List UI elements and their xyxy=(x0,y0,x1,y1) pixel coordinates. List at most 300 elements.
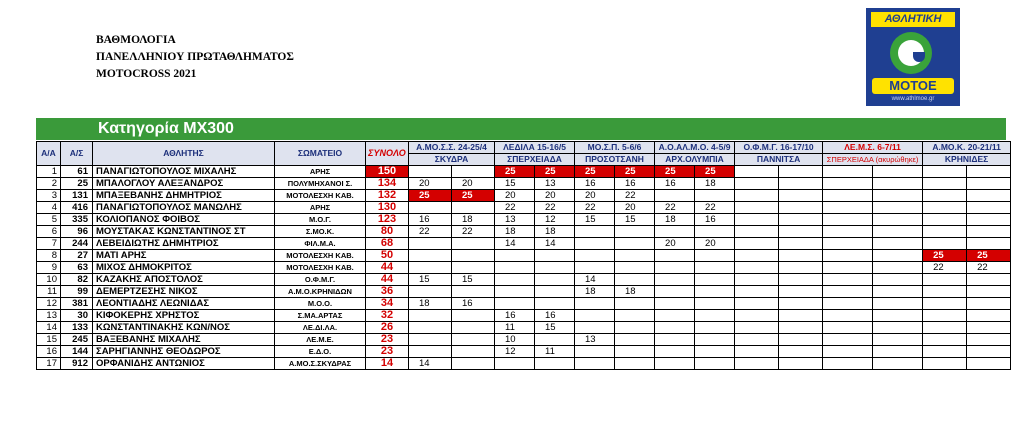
event-header: Α.ΜΟ.Κ. 20-21/11 xyxy=(923,142,1011,154)
table-row xyxy=(37,202,1011,214)
race-points-cell xyxy=(779,250,823,262)
row-total-points: 32 xyxy=(366,310,409,322)
race-points-cell xyxy=(779,334,823,346)
race-points-cell: 15 xyxy=(615,214,655,226)
row-athlete-name: ΚΟΛΙΟΠΑΝΟΣ ΦΟΙΒΟΣ xyxy=(93,214,275,226)
row-athlete-name: ΔΕΜΕΡΤΖΕΣΗΣ ΝΙΚΟΣ xyxy=(93,286,275,298)
row-club: ΛΕ.Μ.Ε. xyxy=(275,334,366,346)
race-points-cell xyxy=(695,322,735,334)
race-points-cell xyxy=(823,346,873,358)
race-points-cell: 18 xyxy=(695,178,735,190)
race-points-cell xyxy=(823,202,873,214)
logo-emblem-icon xyxy=(890,32,932,74)
race-points-cell xyxy=(615,226,655,238)
row-race-number: 99 xyxy=(61,286,93,298)
race-points-cell xyxy=(923,346,967,358)
race-points-cell xyxy=(735,346,779,358)
race-points-cell: 20 xyxy=(495,190,535,202)
race-points-cell xyxy=(495,298,535,310)
race-points-cell xyxy=(655,334,695,346)
federation-logo xyxy=(866,8,960,106)
race-points-cell xyxy=(409,202,452,214)
race-points-cell xyxy=(735,250,779,262)
event-venue: ΣΚΥΔΡΑ xyxy=(409,154,495,166)
race-points-cell xyxy=(779,202,823,214)
race-points-cell xyxy=(695,286,735,298)
row-club: Ε.Δ.Ο. xyxy=(275,346,366,358)
race-points-cell xyxy=(779,298,823,310)
row-race-number: 416 xyxy=(61,202,93,214)
race-points-cell: 22 xyxy=(615,190,655,202)
row-total-points: 134 xyxy=(366,178,409,190)
race-points-cell: 15 xyxy=(452,274,495,286)
race-points-cell xyxy=(779,346,823,358)
race-points-cell xyxy=(923,238,967,250)
race-points-cell xyxy=(967,178,1011,190)
race-points-cell xyxy=(575,358,615,370)
standings-table xyxy=(36,141,1011,370)
row-club: ΑΡΗΣ xyxy=(275,202,366,214)
race-points-cell xyxy=(823,334,873,346)
race-points-cell: 22 xyxy=(967,262,1011,274)
race-points-cell xyxy=(575,226,615,238)
row-athlete-name: ΣΑΡΗΓΙΑΝΝΗΣ ΘΕΟΔΩΡΟΣ xyxy=(93,346,275,358)
race-points-cell: 18 xyxy=(575,286,615,298)
race-points-cell: 14 xyxy=(575,274,615,286)
row-athlete-name: ΛΕΟΝΤΙΑΔΗΣ ΛΕΩΝΙΔΑΣ xyxy=(93,298,275,310)
race-points-cell xyxy=(923,178,967,190)
race-points-cell: 16 xyxy=(615,178,655,190)
race-points-cell xyxy=(823,310,873,322)
row-position: 4 xyxy=(37,202,61,214)
race-points-cell: 20 xyxy=(655,238,695,250)
row-race-number: 82 xyxy=(61,274,93,286)
race-points-cell xyxy=(735,166,779,178)
race-points-cell xyxy=(967,358,1011,370)
race-points-cell xyxy=(615,274,655,286)
race-points-cell xyxy=(779,358,823,370)
race-points-cell: 16 xyxy=(452,298,495,310)
race-points-cell xyxy=(495,250,535,262)
table-row xyxy=(37,358,1011,370)
race-points-cell xyxy=(409,250,452,262)
race-points-cell: 22 xyxy=(575,202,615,214)
event-header: ΜΟ.Σ.Π. 5-6/6 xyxy=(575,142,655,154)
row-club: ΑΡΗΣ xyxy=(275,166,366,178)
race-points-cell xyxy=(967,334,1011,346)
race-points-cell xyxy=(695,310,735,322)
table-row xyxy=(37,238,1011,250)
table-row xyxy=(37,298,1011,310)
row-race-number: 245 xyxy=(61,334,93,346)
race-points-cell xyxy=(615,262,655,274)
race-points-cell: 22 xyxy=(923,262,967,274)
race-points-cell: 25 xyxy=(615,166,655,178)
race-points-cell xyxy=(409,322,452,334)
race-points-cell xyxy=(735,202,779,214)
table-row xyxy=(37,178,1011,190)
row-club: ΜΟΤΟΛΕΣΧΗ ΚΑΒ. xyxy=(275,250,366,262)
race-points-cell xyxy=(655,286,695,298)
race-points-cell xyxy=(823,298,873,310)
row-race-number: 63 xyxy=(61,262,93,274)
row-position: 16 xyxy=(37,346,61,358)
row-race-number: 381 xyxy=(61,298,93,310)
race-points-cell xyxy=(452,166,495,178)
race-points-cell: 14 xyxy=(495,238,535,250)
row-race-number: 25 xyxy=(61,178,93,190)
row-club: Σ.ΜΟ.Κ. xyxy=(275,226,366,238)
race-points-cell xyxy=(873,286,923,298)
row-race-number: 61 xyxy=(61,166,93,178)
row-athlete-name: ΜΑΤΙ ΑΡΗΣ xyxy=(93,250,275,262)
race-points-cell xyxy=(735,298,779,310)
race-points-cell: 22 xyxy=(655,202,695,214)
row-total-points: 34 xyxy=(366,298,409,310)
race-points-cell: 16 xyxy=(575,178,615,190)
title-line-2: ΠΑΝΕΛΛΗΝΙΟΥ ΠΡΩΤΑΘΛΗΜΑΤΟΣ xyxy=(96,51,294,63)
table-row xyxy=(37,226,1011,238)
race-points-cell: 15 xyxy=(535,322,575,334)
row-position: 15 xyxy=(37,334,61,346)
race-points-cell: 22 xyxy=(495,202,535,214)
race-points-cell: 18 xyxy=(615,286,655,298)
title-line-3: MOTOCROSS 2021 xyxy=(96,68,197,80)
race-points-cell xyxy=(779,286,823,298)
race-points-cell xyxy=(452,202,495,214)
table-row xyxy=(37,334,1011,346)
race-points-cell: 18 xyxy=(655,214,695,226)
race-points-cell xyxy=(779,226,823,238)
race-points-cell xyxy=(923,322,967,334)
row-position: 2 xyxy=(37,178,61,190)
race-points-cell: 14 xyxy=(409,358,452,370)
race-points-cell xyxy=(823,214,873,226)
race-points-cell: 13 xyxy=(575,334,615,346)
race-points-cell xyxy=(535,274,575,286)
race-points-cell: 12 xyxy=(495,346,535,358)
race-points-cell xyxy=(873,202,923,214)
race-points-cell xyxy=(409,286,452,298)
row-total-points: 23 xyxy=(366,334,409,346)
race-points-cell xyxy=(779,214,823,226)
race-points-cell: 10 xyxy=(495,334,535,346)
row-position: 3 xyxy=(37,190,61,202)
table-row xyxy=(37,310,1011,322)
event-venue-cancelled: ΣΠΕΡΧΕΙΑΔΑ (ακυρώθηκε) xyxy=(823,154,923,166)
race-points-cell xyxy=(495,358,535,370)
row-total-points: 23 xyxy=(366,346,409,358)
race-points-cell xyxy=(409,334,452,346)
race-points-cell: 16 xyxy=(695,214,735,226)
race-points-cell xyxy=(923,214,967,226)
race-points-cell xyxy=(873,166,923,178)
race-points-cell xyxy=(575,238,615,250)
race-points-cell xyxy=(873,190,923,202)
race-points-cell xyxy=(535,262,575,274)
race-points-cell xyxy=(409,166,452,178)
row-position: 6 xyxy=(37,226,61,238)
row-race-number: 131 xyxy=(61,190,93,202)
race-points-cell xyxy=(615,250,655,262)
row-position: 9 xyxy=(37,262,61,274)
race-points-cell xyxy=(655,190,695,202)
race-points-cell xyxy=(575,298,615,310)
race-points-cell xyxy=(695,226,735,238)
header-total: ΣΥΝΟΛΟ xyxy=(366,142,409,166)
race-points-cell xyxy=(695,262,735,274)
race-points-cell xyxy=(655,262,695,274)
race-points-cell xyxy=(452,358,495,370)
row-club: ΠΟΛΥΜΗΧΑΝΟΙ Σ. xyxy=(275,178,366,190)
row-race-number: 244 xyxy=(61,238,93,250)
row-athlete-name: ΚΩΝΣΤΑΝΤΙΝΑΚΗΣ ΚΩΝ/ΝΟΣ xyxy=(93,322,275,334)
race-points-cell: 15 xyxy=(409,274,452,286)
row-race-number: 144 xyxy=(61,346,93,358)
race-points-cell xyxy=(779,262,823,274)
row-total-points: 68 xyxy=(366,238,409,250)
race-points-cell: 25 xyxy=(409,190,452,202)
table-row xyxy=(37,322,1011,334)
race-points-cell xyxy=(495,286,535,298)
event-header: ΛΕΔΙΛΑ 15-16/5 xyxy=(495,142,575,154)
race-points-cell xyxy=(967,214,1011,226)
race-points-cell: 14 xyxy=(535,238,575,250)
race-points-cell: 18 xyxy=(495,226,535,238)
logo-top-text: ΑΘΛΗΤΙΚΗ xyxy=(871,12,955,27)
row-total-points: 50 xyxy=(366,250,409,262)
race-points-cell xyxy=(452,322,495,334)
race-points-cell xyxy=(575,310,615,322)
row-club: Ο.Φ.Μ.Γ. xyxy=(275,274,366,286)
race-points-cell: 25 xyxy=(967,250,1011,262)
race-points-cell xyxy=(823,226,873,238)
race-points-cell: 16 xyxy=(409,214,452,226)
logo-url: www.athlmoe.gr xyxy=(891,96,935,102)
race-points-cell xyxy=(873,358,923,370)
row-total-points: 150 xyxy=(366,166,409,178)
race-points-cell: 13 xyxy=(495,214,535,226)
race-points-cell: 20 xyxy=(452,178,495,190)
race-points-cell: 13 xyxy=(535,178,575,190)
race-points-cell xyxy=(779,322,823,334)
row-athlete-name: ΚΙΦΟΚΕΡΗΣ ΧΡΗΣΤΟΣ xyxy=(93,310,275,322)
race-points-cell xyxy=(823,166,873,178)
race-points-cell: 25 xyxy=(655,166,695,178)
row-position: 14 xyxy=(37,322,61,334)
race-points-cell xyxy=(823,190,873,202)
table-row xyxy=(37,250,1011,262)
row-total-points: 123 xyxy=(366,214,409,226)
race-points-cell xyxy=(535,334,575,346)
race-points-cell xyxy=(779,274,823,286)
race-points-cell xyxy=(873,334,923,346)
row-club: Μ.Ο.Ο. xyxy=(275,298,366,310)
race-points-cell xyxy=(655,250,695,262)
race-points-cell xyxy=(695,190,735,202)
race-points-cell: 15 xyxy=(495,178,535,190)
row-position: 7 xyxy=(37,238,61,250)
race-points-cell xyxy=(967,226,1011,238)
race-points-cell xyxy=(695,334,735,346)
race-points-cell: 18 xyxy=(409,298,452,310)
race-points-cell: 25 xyxy=(452,190,495,202)
header-pos: Α/Α xyxy=(37,142,61,166)
race-points-cell: 16 xyxy=(535,310,575,322)
race-points-cell xyxy=(575,322,615,334)
race-points-cell xyxy=(873,298,923,310)
race-points-cell xyxy=(535,358,575,370)
race-points-cell: 22 xyxy=(409,226,452,238)
race-points-cell xyxy=(695,358,735,370)
table-row xyxy=(37,346,1011,358)
race-points-cell xyxy=(452,334,495,346)
race-points-cell: 15 xyxy=(575,214,615,226)
row-athlete-name: ΜΠΑΛΟΓΛΟΥ ΑΛΕΞΑΝΔΡΟΣ xyxy=(93,178,275,190)
race-points-cell xyxy=(923,334,967,346)
race-points-cell xyxy=(873,226,923,238)
race-points-cell xyxy=(452,310,495,322)
race-points-cell xyxy=(823,286,873,298)
race-points-cell xyxy=(923,226,967,238)
race-points-cell xyxy=(615,334,655,346)
race-points-cell xyxy=(967,166,1011,178)
race-points-cell xyxy=(823,274,873,286)
race-points-cell xyxy=(779,190,823,202)
row-athlete-name: ΠΑΝΑΓΙΩΤΟΠΟΥΛΟΣ ΜΑΝΩΛΗΣ xyxy=(93,202,275,214)
race-points-cell xyxy=(655,226,695,238)
race-points-cell: 25 xyxy=(535,166,575,178)
header-athlete: ΑΘΛΗΤΗΣ xyxy=(93,142,275,166)
race-points-cell: 22 xyxy=(452,226,495,238)
row-race-number: 335 xyxy=(61,214,93,226)
logo-bottom-text: ΜΟΤΟΕ xyxy=(872,78,954,94)
race-points-cell xyxy=(735,310,779,322)
row-race-number: 133 xyxy=(61,322,93,334)
race-points-cell xyxy=(967,310,1011,322)
race-points-cell xyxy=(967,346,1011,358)
row-total-points: 26 xyxy=(366,322,409,334)
race-points-cell: 20 xyxy=(535,190,575,202)
race-points-cell xyxy=(655,322,695,334)
race-points-cell xyxy=(655,358,695,370)
table-row xyxy=(37,214,1011,226)
race-points-cell xyxy=(735,274,779,286)
race-points-cell xyxy=(452,346,495,358)
race-points-cell: 11 xyxy=(535,346,575,358)
row-position: 11 xyxy=(37,286,61,298)
race-points-cell xyxy=(823,262,873,274)
race-points-cell xyxy=(735,238,779,250)
race-points-cell: 20 xyxy=(409,178,452,190)
race-points-cell xyxy=(615,322,655,334)
row-athlete-name: ΜΙΧΟΣ ΔΗΜΟΚΡΙΤΟΣ xyxy=(93,262,275,274)
race-points-cell xyxy=(779,178,823,190)
race-points-cell xyxy=(615,346,655,358)
race-points-cell xyxy=(967,202,1011,214)
race-points-cell xyxy=(452,262,495,274)
race-points-cell xyxy=(923,190,967,202)
race-points-cell xyxy=(695,250,735,262)
table-row xyxy=(37,286,1011,298)
race-points-cell xyxy=(695,298,735,310)
event-header: Α.Ο.ΑΛ.Μ.Ο. 4-5/9 xyxy=(655,142,735,154)
race-points-cell xyxy=(575,346,615,358)
row-athlete-name: ΟΡΦΑΝΙΔΗΣ ΑΝΤΩΝΙΟΣ xyxy=(93,358,275,370)
row-athlete-name: ΒΑΞΕΒΑΝΗΣ ΜΙΧΑΛΗΣ xyxy=(93,334,275,346)
row-total-points: 14 xyxy=(366,358,409,370)
race-points-cell xyxy=(615,358,655,370)
race-points-cell xyxy=(873,310,923,322)
race-points-cell xyxy=(409,238,452,250)
race-points-cell: 18 xyxy=(535,226,575,238)
row-position: 12 xyxy=(37,298,61,310)
race-points-cell: 25 xyxy=(495,166,535,178)
row-club: ΜΟΤΟΛΕΣΧΗ ΚΑΒ. xyxy=(275,190,366,202)
race-points-cell xyxy=(873,322,923,334)
event-venue: ΑΡΧ.ΟΛΥΜΠΙΑ xyxy=(655,154,735,166)
race-points-cell xyxy=(823,238,873,250)
race-points-cell: 22 xyxy=(535,202,575,214)
race-points-cell xyxy=(923,358,967,370)
race-points-cell xyxy=(452,286,495,298)
event-venue: ΠΡΟΣΟΤΣΑΝΗ xyxy=(575,154,655,166)
event-venue: ΚΡΗΝΙΔΕΣ xyxy=(923,154,1011,166)
race-points-cell: 20 xyxy=(695,238,735,250)
race-points-cell xyxy=(409,262,452,274)
row-position: 5 xyxy=(37,214,61,226)
race-points-cell xyxy=(779,238,823,250)
row-athlete-name: ΜΟΥΣΤΑΚΑΣ ΚΩΝΣΤΑΝΤΙΝΟΣ ΣΤ xyxy=(93,226,275,238)
row-total-points: 36 xyxy=(366,286,409,298)
row-total-points: 80 xyxy=(366,226,409,238)
race-points-cell xyxy=(655,274,695,286)
row-total-points: 132 xyxy=(366,190,409,202)
race-points-cell: 20 xyxy=(615,202,655,214)
event-header: Ο.Φ.Μ.Γ. 16-17/10 xyxy=(735,142,823,154)
race-points-cell xyxy=(873,262,923,274)
race-points-cell: 16 xyxy=(495,310,535,322)
row-athlete-name: ΚΑΖΑΚΗΣ ΑΠΟΣΤΟΛΟΣ xyxy=(93,274,275,286)
event-venue: ΠΑΝΝΙΤΣΑ xyxy=(735,154,823,166)
row-total-points: 130 xyxy=(366,202,409,214)
row-club: Α.ΜΟ.Σ.ΣΚΥΔΡΑΣ xyxy=(275,358,366,370)
race-points-cell xyxy=(735,334,779,346)
row-athlete-name: ΜΠΑΞΕΒΑΝΗΣ ΔΗΜΗΤΡΙΟΣ xyxy=(93,190,275,202)
race-points-cell xyxy=(923,310,967,322)
race-points-cell xyxy=(735,322,779,334)
category-title: Κατηγορία ΜΧ300 xyxy=(36,118,1006,140)
event-venue: ΣΠΕΡΧΕΙΑΔΑ xyxy=(495,154,575,166)
race-points-cell xyxy=(967,322,1011,334)
race-points-cell: 18 xyxy=(452,214,495,226)
race-points-cell xyxy=(873,238,923,250)
row-position: 13 xyxy=(37,310,61,322)
table-row xyxy=(37,166,1011,178)
race-points-cell xyxy=(873,214,923,226)
row-club: ΜΟΤΟΛΕΣΧΗ ΚΑΒ. xyxy=(275,262,366,274)
race-points-cell xyxy=(535,286,575,298)
row-club: ΛΕ.ΔΙ.ΛΑ. xyxy=(275,322,366,334)
header-club: ΣΩΜΑΤΕΙΟ xyxy=(275,142,366,166)
race-points-cell xyxy=(452,250,495,262)
race-points-cell xyxy=(615,310,655,322)
table-row xyxy=(37,274,1011,286)
race-points-cell xyxy=(655,298,695,310)
race-points-cell xyxy=(495,262,535,274)
race-points-cell xyxy=(695,274,735,286)
race-points-cell xyxy=(873,346,923,358)
